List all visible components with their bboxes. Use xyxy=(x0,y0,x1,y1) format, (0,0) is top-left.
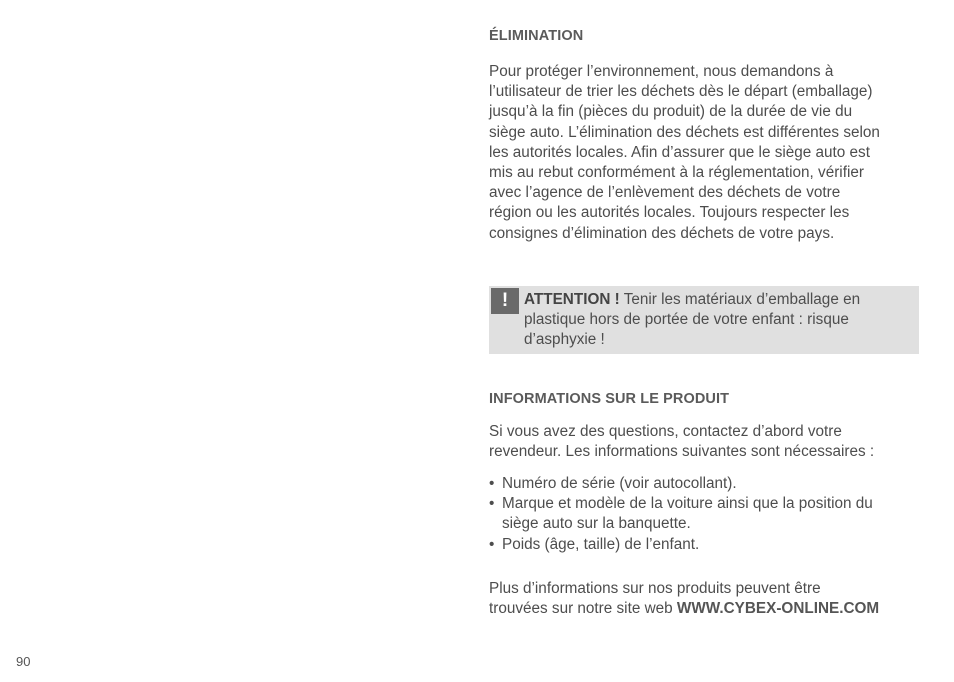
elimination-paragraph xyxy=(489,62,925,244)
list-item xyxy=(489,535,929,555)
paragraph-line: Si vous avez des questions, contactez d’abord votre xyxy=(489,423,842,440)
list-item-line: Poids (âge, taille) de l’enfant. xyxy=(502,535,700,553)
attention-text xyxy=(524,290,916,351)
page-number: 90 xyxy=(16,654,31,669)
paragraph-line: siège auto. L’élimination des déchets est différentes selon xyxy=(489,123,880,141)
bullet-icon: • xyxy=(489,475,495,492)
product-info-intro xyxy=(489,422,925,462)
paragraph-line: consignes d’élimination des déchets de votre pays. xyxy=(489,224,835,242)
paragraph-line: jusqu’à la fin (pièces du produit) de la durée de vie du xyxy=(489,103,853,121)
paragraph-line: Pour protéger l’environnement, nous demandons à xyxy=(489,63,834,80)
attention-warning-box xyxy=(489,286,919,354)
paragraph-line: les autorités locales. Afin d’assurer que le siège auto est xyxy=(489,143,870,161)
bullet-icon: • xyxy=(489,535,495,553)
list-item-line: Marque et modèle de la voiture ainsi que la position du xyxy=(502,495,873,513)
paragraph-line: l’utilisateur de trier les déchets dès le départ (emballage) xyxy=(489,83,873,101)
list-item-line: Numéro de série (voir autocollant). xyxy=(502,475,737,492)
section-heading-elimination: ÉLIMINATION xyxy=(489,28,584,44)
paragraph-line: région ou les autorités locales. Toujours respecter les xyxy=(489,204,850,222)
list-item xyxy=(489,474,929,494)
exclamation-icon: ! xyxy=(491,288,519,314)
attention-line: d’asphyxie ! xyxy=(524,331,605,349)
attention-line xyxy=(524,290,916,310)
list-item xyxy=(489,494,929,534)
attention-line: plastique hors de portée de votre enfant : risque xyxy=(524,311,849,329)
paragraph-line: mis au rebut conformément à la réglementation, vérifier xyxy=(489,164,864,182)
bullet-icon: • xyxy=(489,495,495,513)
required-info-list xyxy=(489,474,929,555)
list-item-line: siège auto sur la banquette. xyxy=(502,515,691,533)
attention-line-rest: Tenir les matériaux d’emballage en xyxy=(619,291,861,308)
website-link[interactable]: WWW.CYBEX-ONLINE.COM xyxy=(676,600,880,618)
paragraph-line: revendeur. Les informations suivantes sont nécessaires : xyxy=(489,443,875,461)
more-info-paragraph xyxy=(489,579,925,619)
paragraph-line xyxy=(489,599,925,619)
attention-label: ATTENTION ! xyxy=(524,291,620,308)
paragraph-line-text: trouvées sur notre site web xyxy=(489,600,677,618)
section-heading-product-info: INFORMATIONS SUR LE PRODUIT xyxy=(489,391,730,407)
paragraph-line: avec l’agence de l’enlèvement des déchets de votre xyxy=(489,184,841,202)
paragraph-line: Plus d’informations sur nos produits peuvent être xyxy=(489,580,821,597)
